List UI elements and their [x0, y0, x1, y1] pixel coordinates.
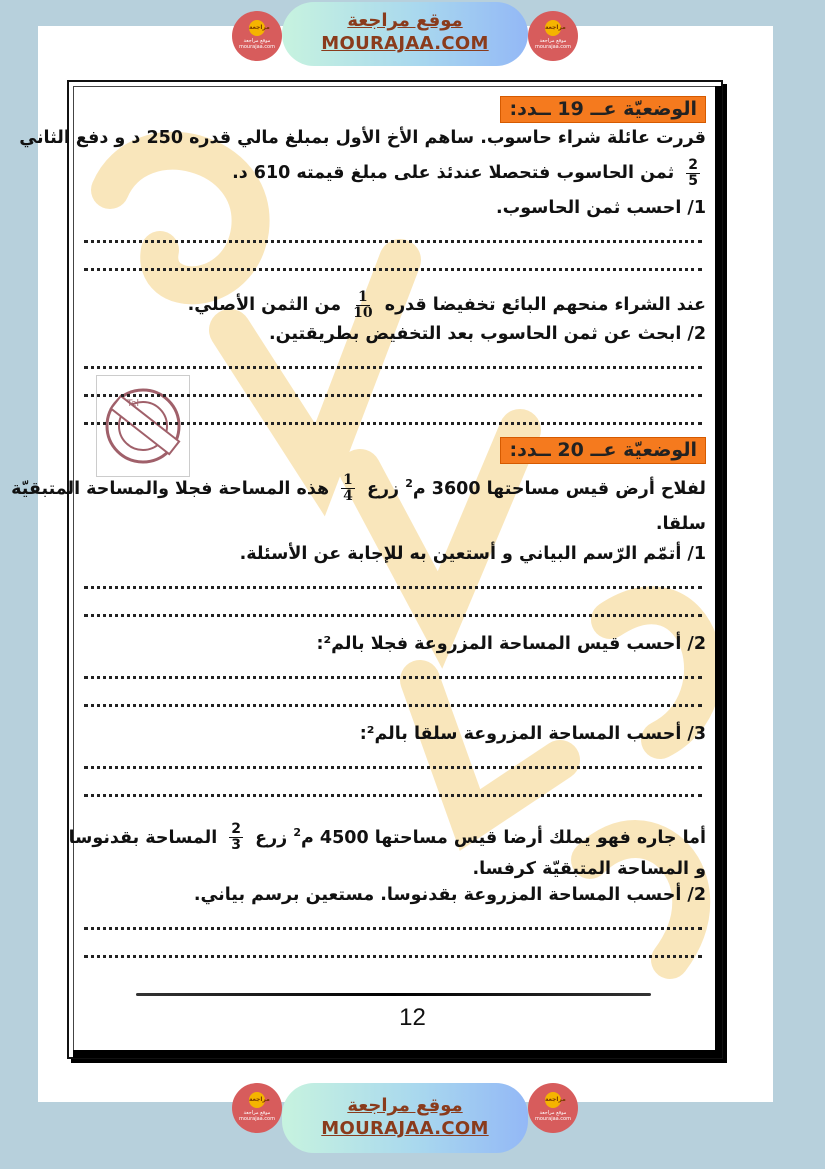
footer-divider: [136, 993, 651, 996]
border-shadow-bottom: [73, 1050, 721, 1058]
answer-line[interactable]: [78, 349, 706, 377]
answer-line[interactable]: [78, 405, 706, 433]
situation-20-text-line1: لفلاح أرض قيس مساحتها 3600 م$^2$ زرع $\frac{1}{4}$ هذه المساحة فجلا والمساحة المتبقيّة: [11, 472, 706, 505]
answer-line[interactable]: [78, 687, 706, 715]
situation-19-text-line2: $\frac{2}{5}$ ثمن الحاسوب فتحصلا عندئذ على مبلغ قيمته 610 د.: [232, 156, 698, 189]
badge-text: موقع مراجعة mourajaa.com: [238, 1110, 275, 1122]
answer-line[interactable]: [78, 938, 706, 966]
site-banner-top[interactable]: [282, 2, 528, 66]
badge-text: موقع مراجعة mourajaa.com: [534, 1110, 571, 1122]
fraction-2-5: $\frac{2}{5}$: [688, 156, 698, 189]
site-name-latin[interactable]: MOURAJAA.COM: [321, 1118, 489, 1139]
answer-line[interactable]: [78, 223, 706, 251]
logo-icon: مراجعة: [545, 20, 561, 36]
site-badge-left[interactable]: [232, 11, 282, 61]
question-19-2: 2/ ابحث عن ثمن الحاسوب بعد التخفيض بطريقتين.: [268, 324, 706, 344]
badge-text: موقع مراجعة mourajaa.com: [534, 38, 571, 50]
answer-line[interactable]: [78, 777, 706, 805]
situation-20-header: الوضعيّة عــ 20 ــدد:: [500, 437, 706, 464]
svg-text:Tel: Tel: [127, 399, 140, 409]
site-name-arabic[interactable]: موقع مراجعة: [347, 1095, 463, 1116]
page-number: 12: [399, 1004, 426, 1031]
neighbor-text-line2: و المساحة المتبقيّة كرفسا.: [472, 858, 706, 879]
answer-line[interactable]: [78, 569, 706, 597]
question-20-4: 2/ أحسب المساحة المزروعة بقدنوسا. مستعين برسم بياني.: [193, 884, 706, 905]
fraction-1-4: $\frac{1}{4}$: [343, 472, 353, 505]
site-badge-left[interactable]: [232, 1083, 282, 1133]
answer-line[interactable]: [78, 251, 706, 279]
logo-icon: مراجعة: [249, 1092, 265, 1108]
question-20-3: 3/ أحسب المساحة المزروعة سلقا بالم²:: [359, 723, 706, 744]
situation-20-text-line2: سلقا.: [655, 513, 706, 534]
site-badge-right[interactable]: [528, 1083, 578, 1133]
logo-icon: مراجعة: [249, 20, 265, 36]
answer-line[interactable]: [78, 659, 706, 687]
answer-line[interactable]: [78, 749, 706, 777]
discount-text: عند الشراء منحهم البائع تخفيضا قدره $\frac{1}{10}$ من الثمن الأصلي.: [187, 288, 706, 321]
document-content: [11, 88, 706, 966]
neighbor-text-line1: أما جاره فهو يملك أرضا قيس مساحتها 4500 م$^2$ زرع $\frac{2}{3}$ المساحة بقدنوسا: [68, 821, 706, 854]
border-shadow-right: [715, 86, 722, 1058]
site-banner-bottom[interactable]: [282, 1083, 528, 1153]
fraction-1-10: $\frac{1}{10}$: [353, 288, 373, 321]
fraction-2-3: $\frac{2}{3}$: [231, 821, 242, 854]
answer-line[interactable]: [78, 377, 706, 405]
site-name-arabic[interactable]: موقع مراجعة: [347, 10, 463, 31]
situation-19-header: الوضعيّة عــ 19 ــدد:: [500, 96, 706, 123]
situation-19-text-line1: قررت عائلة شراء حاسوب. ساهم الأخ الأول بمبلغ مالي قدره 250 د و دفع الثاني: [19, 128, 706, 148]
answer-line[interactable]: [78, 597, 706, 625]
question-19-1: 1/ احسب ثمن الحاسوب.: [495, 198, 706, 218]
site-name-latin[interactable]: MOURAJAA.COM: [321, 33, 489, 54]
answer-line[interactable]: [78, 910, 706, 938]
site-badge-right[interactable]: [528, 11, 578, 61]
logo-icon: مراجعة: [545, 1092, 561, 1108]
question-20-1: 1/ أتمّم الرّسم البياني و أستعين به للإجابة عن الأسئلة.: [239, 543, 706, 564]
question-20-2: 2/ أحسب قيس المساحة المزروعة فجلا بالم²:: [316, 633, 706, 654]
badge-text: موقع مراجعة mourajaa.com: [238, 38, 275, 50]
